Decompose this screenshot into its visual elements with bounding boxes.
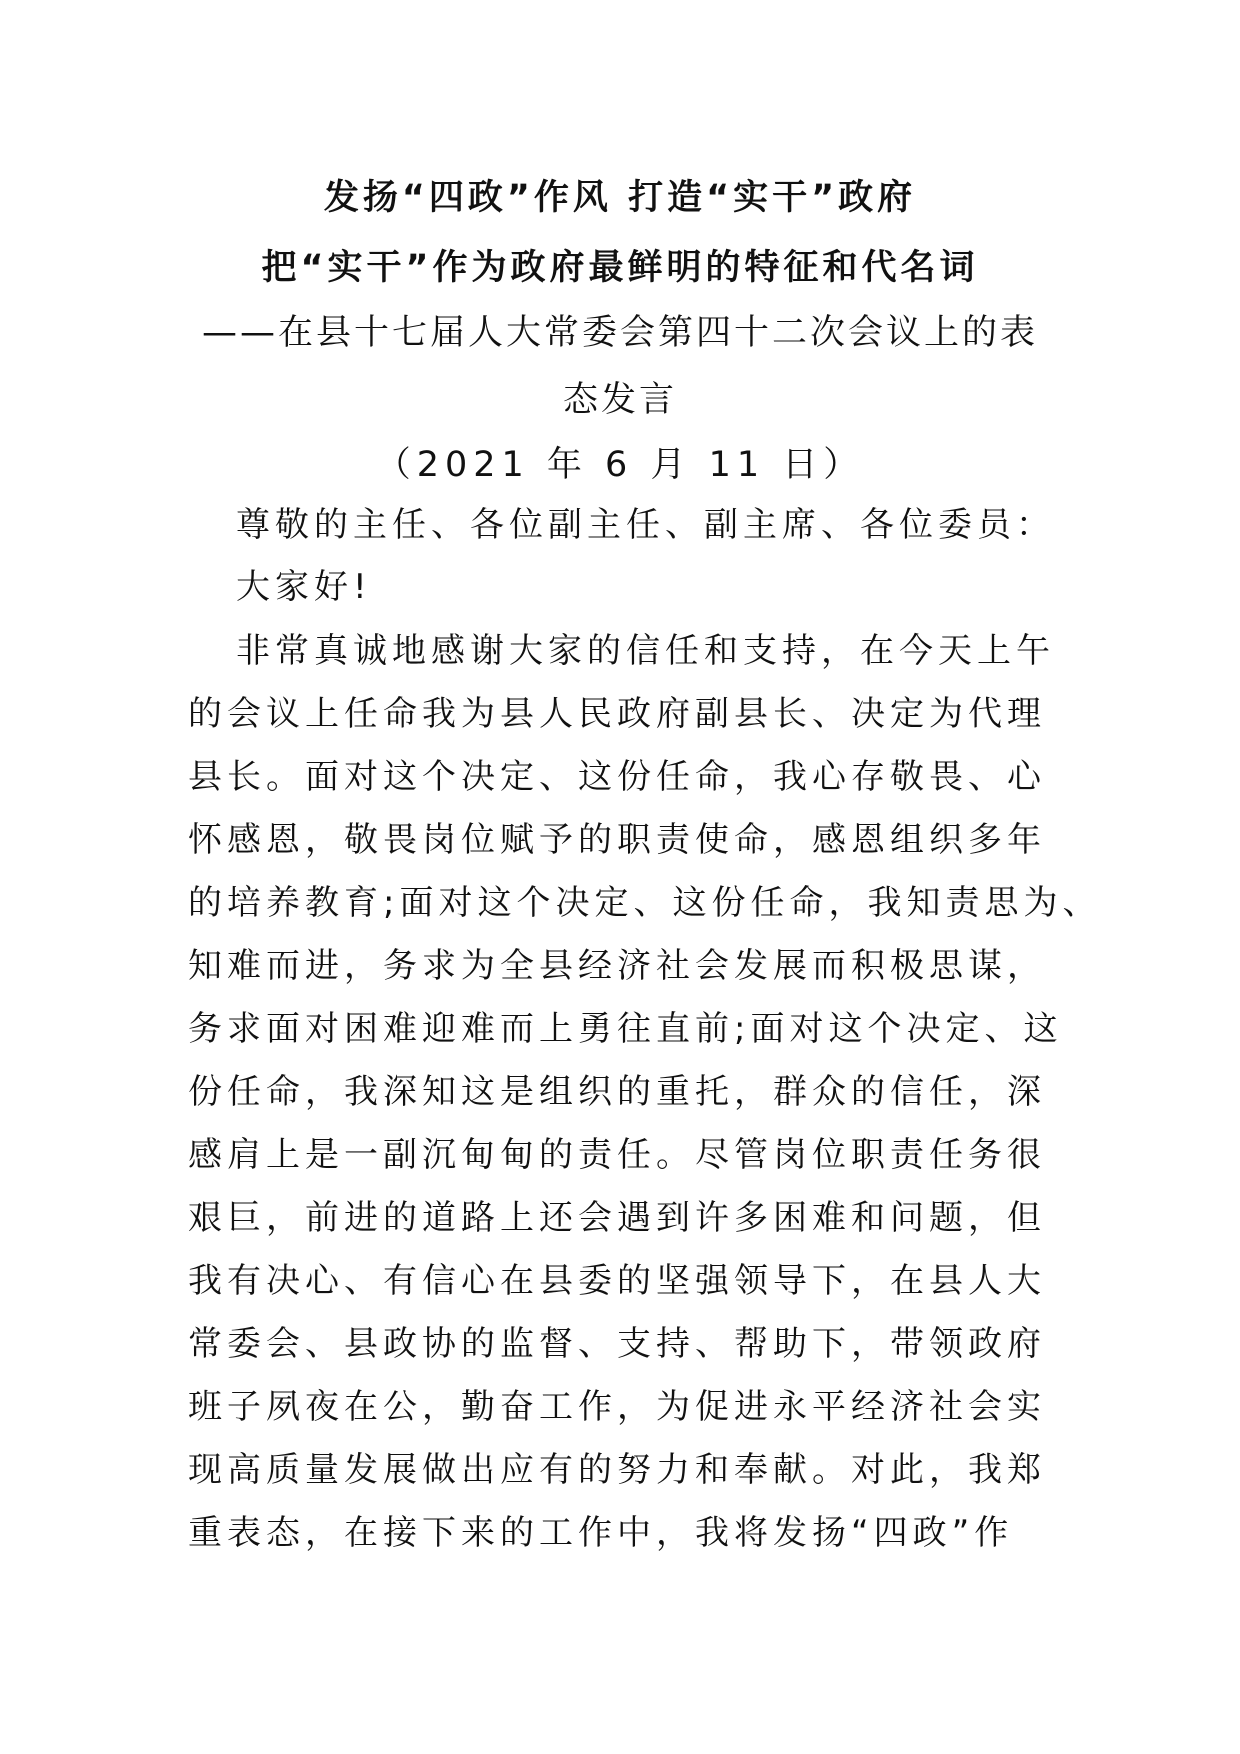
body-line: 县长。面对这个决定、这份任命，我心存敬畏、心 [188,757,1046,797]
body-line: 非常真诚地感谢大家的信任和支持，在今天上午 [236,631,1055,671]
body-line: 务求面对困难迎难而上勇往直前;面对这个决定、这 [188,1009,1063,1049]
body-line: 知难而进，务求为全县经济社会发展而积极思谋， [188,946,1046,986]
body-line: 现高质量发展做出应有的努力和奉献。对此，我郑 [188,1450,1046,1490]
body-line: 怀感恩，敬畏岗位赋予的职责使命，感恩组织多年 [188,820,1046,860]
body-line: 常委会、县政协的监督、支持、帮助下，带领政府 [188,1324,1046,1364]
body-line: 班子夙夜在公，勤奋工作，为促进永平经济社会实 [188,1387,1046,1427]
body-line: 感肩上是一副沉甸甸的责任。尽管岗位职责任务很 [188,1135,1046,1175]
body-line: 重表态，在接下来的工作中，我将发扬“四政”作 [188,1513,1014,1553]
body-line: 艰巨，前进的道路上还会遇到许多困难和问题，但 [188,1198,1046,1238]
document-title-line-2: 把“实干”作为政府最鲜明的特征和代名词 [261,248,979,288]
body-line: 份任命，我深知这是组织的重托，群众的信任，深 [188,1072,1046,1112]
document-date: （2021 年 6 月 11 日） [375,445,865,485]
body-line: 我有决心、有信心在县委的坚强领导下，在县人大 [188,1261,1046,1301]
document-subtitle-line-1: ——在县十七届人大常委会第四十二次会议上的表 [201,313,1038,353]
body-line: 的培养教育;面对这个决定、这份任命，我知责思为、 [188,883,1102,923]
greeting: 大家好! [236,567,372,607]
salutation: 尊敬的主任、各位副主任、副主席、各位委员： [236,505,1055,545]
document-subtitle-line-2: 态发言 [562,380,677,420]
body-line: 的会议上任命我为县人民政府副县长、决定为代理 [188,694,1046,734]
document-title-line-1: 发扬“四政”作风 打造“实干”政府 [323,178,917,218]
